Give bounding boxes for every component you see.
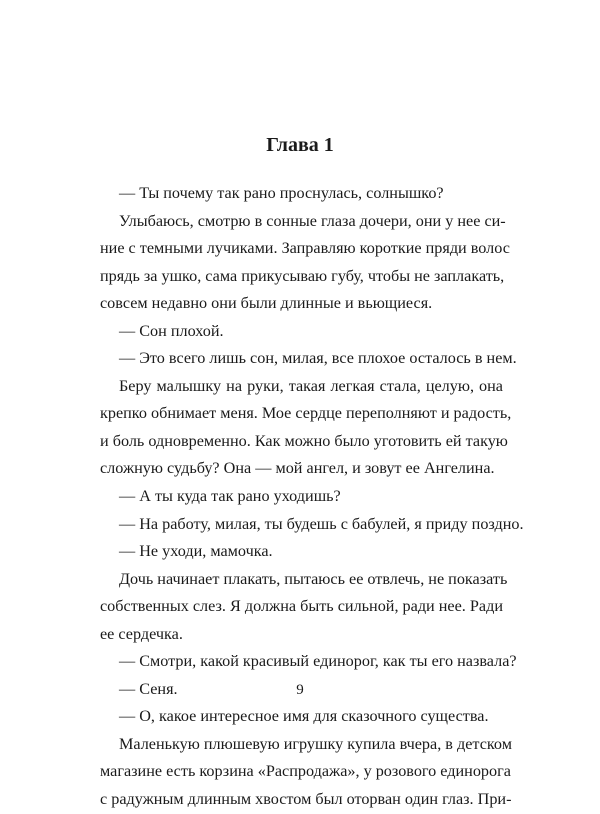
body-text (100, 180, 524, 814)
chapter-title: Глава 1 (266, 134, 334, 156)
text-line: крепко обнимает меня. Мое сердце переполняют и радость, (100, 404, 512, 423)
text-line: — А ты куда так рано уходишь? (119, 487, 341, 506)
text-line: ее сердечка. (100, 624, 183, 643)
text-line: сложную судьбу? Она — мой ангел, и зовут ее Ангелина. (100, 459, 495, 478)
text-line: собственных слез. Я должна быть сильной, ради нее. Ради (100, 597, 503, 616)
text-line: — Сон плохой. (119, 321, 224, 340)
text-line: и боль одновременно. Как можно было уготовить ей такую (100, 431, 508, 450)
text-line: — Это всего лишь сон, милая, все плохое осталось в нем. (119, 349, 517, 368)
text-line: Улыбаюсь, смотрю в сонные глаза дочери, они у нее си- (119, 211, 506, 230)
text-line: прядь за ушко, сама прикусываю губу, чтобы не заплакать, (100, 266, 505, 285)
text-line: — О, какое интересное имя для сказочного существа. (119, 707, 489, 726)
text-line: ние с темными лучиками. Заправляю короткие пряди волос (100, 239, 510, 258)
text-line: Беру малышку на руки, такая легкая стала, целую, она (119, 376, 503, 395)
text-line: — На работу, милая, ты будешь с бабулей, я приду поздно. (119, 514, 524, 533)
text-line: — Сеня. (119, 679, 178, 698)
text-line: с радужным длинным хвостом был оторван один глаз. При- (100, 790, 512, 809)
text-line: — Смотри, какой красивый единорог, как ты его назвала? (119, 652, 517, 671)
text-line: Дочь начинает плакать, пытаюсь ее отвлечь, не показать (119, 569, 508, 588)
text-line: Маленькую плюшевую игрушку купила вчера, в детском (119, 734, 512, 753)
page-number: 9 (296, 682, 304, 698)
text-line: — Ты почему так рано проснулась, солнышко? (119, 184, 444, 202)
text-line: совсем недавно они были длинные и вьющиеся. (100, 294, 433, 313)
text-line: — Не уходи, мамочка. (119, 542, 273, 561)
text-line: магазине есть корзина «Распродажа», у розового единорога (100, 762, 511, 781)
